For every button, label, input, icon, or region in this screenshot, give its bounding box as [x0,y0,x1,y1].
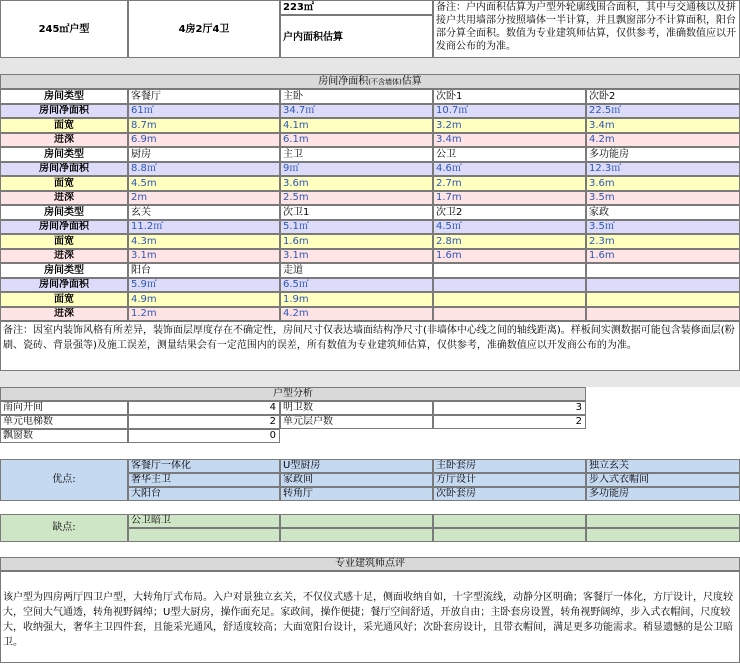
room-area-cell[interactable]: 3.5㎡ [586,220,740,234]
room-type-cell[interactable]: 主卧 [280,89,433,104]
unit-type[interactable]: 245㎡户型 [0,0,128,58]
pro-item[interactable]: 奢华主卫 [128,473,280,487]
room-area-cell[interactable]: 10.7㎡ [433,104,586,118]
room-type-cell[interactable]: 玄关 [128,205,280,220]
room-depth-cell[interactable]: 1.6m [433,249,586,263]
room-depth-cell[interactable]: 6.1m [280,133,433,147]
analysis-label[interactable]: 南向开间 [0,401,128,415]
room-type-cell[interactable]: 次卫2 [433,205,586,220]
sheet-gap [0,58,740,74]
room-width-cell[interactable]: 4.5m [128,176,280,191]
row-label-depth[interactable]: 进深 [0,191,128,205]
row-label-depth[interactable]: 进深 [0,307,128,321]
pro-item[interactable]: 客餐厅一体化 [128,459,280,473]
room-type-cell[interactable]: 家政 [586,205,740,220]
room-width-cell[interactable]: 1.9m [280,292,433,307]
pro-item[interactable]: 多功能房 [586,487,740,501]
room-width-cell[interactable]: 1.6m [280,234,433,249]
room-width-cell[interactable]: 2.3m [586,234,740,249]
room-area-cell[interactable]: 4.6㎡ [433,162,586,176]
room-depth-cell[interactable]: 3.4m [433,133,586,147]
pro-item[interactable]: 方厅设计 [433,473,586,487]
row-label-width[interactable]: 面宽 [0,234,128,249]
analysis-value[interactable]: 0 [128,429,280,443]
room-type-cell[interactable] [586,263,740,278]
row-label-area[interactable]: 房间净面积 [0,220,128,234]
row-label-depth[interactable]: 进深 [0,249,128,263]
rooms-title[interactable] [0,74,740,89]
room-area-cell[interactable]: 61㎡ [128,104,280,118]
room-width-cell[interactable]: 3.2m [433,118,586,133]
row-label-type[interactable]: 房间类型 [0,263,128,278]
analysis-label[interactable]: 飘窗数 [0,429,128,443]
pro-item[interactable]: 主卧套房 [433,459,586,473]
pro-item[interactable]: U型厨房 [280,459,433,473]
row-label-width[interactable]: 面宽 [0,118,128,133]
review-text[interactable]: 该户型为四房两厅四卫户型，大转角厅式布局。入户对景独立玄关，不仅仪式感十足，侧面收纳自如，十字型流线，动静分区明确；客餐厅一体化，方厅设计，尺度较大，空间大气通透，转角视野阔绰；U型大厨房，操作面充足。家政间，操作便捷；餐厅空间舒适，开放自由；主卧套房设置，转角视野阔绰，步入式衣帽间，尺度较大，收纳强大，奢华主卫四件套，且能采光通风，舒适度较高；大面宽阳台设计，采光通风好；次卧套房设计，且带衣帽间，满足更多功能需求。稍显遗憾的是公卫暗卫。 [0,571,740,663]
pro-item[interactable]: 大阳台 [128,487,280,501]
room-type-cell[interactable]: 客餐厅 [128,89,280,104]
row-label-area[interactable]: 房间净面积 [0,104,128,118]
room-area-cell[interactable]: 12.3㎡ [586,162,740,176]
room-width-cell[interactable]: 3.6m [586,176,740,191]
room-width-cell[interactable]: 2.8m [433,234,586,249]
room-depth-cell[interactable] [586,307,740,321]
room-width-cell[interactable] [586,292,740,307]
room-area-cell[interactable]: 22.5㎡ [586,104,740,118]
rooms-title-small: (不含墙体) [368,78,402,86]
area-label[interactable]: 户内面积估算 [280,15,433,58]
room-width-cell[interactable]: 4.1m [280,118,433,133]
room-depth-cell[interactable]: 1.6m [586,249,740,263]
room-depth-cell[interactable]: 2.5m [280,191,433,205]
pro-item[interactable]: 家政间 [280,473,433,487]
con-item[interactable]: 公卫暗卫 [128,514,280,528]
row-label-type[interactable]: 房间类型 [0,89,128,104]
analysis-value[interactable]: 3 [433,401,586,415]
room-type-cell[interactable]: 公卫 [433,147,586,162]
row-label-area[interactable]: 房间净面积 [0,278,128,292]
room-area-cell[interactable]: 6.5㎡ [280,278,433,292]
analysis-title[interactable]: 户型分析 [0,387,586,401]
room-width-cell[interactable]: 2.7m [433,176,586,191]
pro-item[interactable]: 次卧套房 [433,487,586,501]
room-depth-cell[interactable]: 3.1m [280,249,433,263]
con-item-empty[interactable] [128,528,280,542]
row-label-width[interactable]: 面宽 [0,292,128,307]
room-area-cell[interactable]: 11.2㎡ [128,220,280,234]
area-value[interactable]: 223㎡ [280,0,433,15]
room-area-cell[interactable]: 8.8㎡ [128,162,280,176]
room-type-cell[interactable]: 阳台 [128,263,280,278]
room-area-cell[interactable]: 5.9㎡ [128,278,280,292]
analysis-value[interactable]: 4 [128,401,280,415]
room-type-cell[interactable]: 次卫1 [280,205,433,220]
pros-label[interactable]: 优点: [0,459,128,501]
room-depth-cell[interactable]: 3.1m [128,249,280,263]
rooms-title-main: 房间净面积 [318,76,369,87]
con-item[interactable] [586,514,740,528]
room-type-cell[interactable]: 次卧1 [433,89,586,104]
pro-item[interactable]: 转角厅 [280,487,433,501]
pro-item[interactable]: 步入式衣帽间 [586,473,740,487]
room-area-cell[interactable]: 4.5㎡ [433,220,586,234]
analysis-value[interactable]: 2 [433,415,586,429]
room-width-cell[interactable]: 3.4m [586,118,740,133]
header-note[interactable]: 备注：户内面积估算为户型外轮廓线围合面积，其中与交通核以及拼接户共用墙部分按照墙体一半计算，并且飘窗部分不计算面积，阳台部分算全面积。数值为专业建筑师估算，仅供参考，准确数值应以开发商公布的为准。 [433,0,740,58]
row-label-type[interactable]: 房间类型 [0,205,128,220]
room-depth-cell[interactable]: 6.9m [128,133,280,147]
room-width-cell[interactable]: 4.3m [128,234,280,249]
row-label-width[interactable]: 面宽 [0,176,128,191]
rooms-title-end: 估算 [401,76,422,87]
room-type-cell[interactable]: 主卫 [280,147,433,162]
room-width-cell[interactable]: 4.9m [128,292,280,307]
room-depth-cell[interactable]: 1.2m [128,307,280,321]
review-title[interactable]: 专业建筑师点评 [0,557,740,571]
room-depth-cell[interactable]: 1.7m [433,191,586,205]
room-depth-cell[interactable]: 4.2m [586,133,740,147]
room-type-cell[interactable] [433,263,586,278]
room-type-cell[interactable]: 次卧2 [586,89,740,104]
con-item[interactable] [280,514,433,528]
room-depth-cell[interactable] [433,307,586,321]
analysis-label[interactable]: 单元电梯数 [0,415,128,429]
room-depth-cell[interactable]: 2m [128,191,280,205]
rooms-note[interactable]: 备注：因室内装饰风格有所差异，装饰面层厚度存在不确定性，房间尺寸仅表达墙面结构净尺寸(非墙体中心线之间的轴线距离)。样板间实测数据可能包含装修面层(粉刷、瓷砖、背景强等)及施工误差，测量结果会有一定范围内的误差，所有数值为专业建筑师估算，仅供参考，准确数值应以开发商公布的为准。 [0,321,740,371]
room-width-cell[interactable]: 8.7m [128,118,280,133]
room-type-cell[interactable]: 多功能房 [586,147,740,162]
room-area-cell[interactable]: 34.7㎡ [280,104,433,118]
room-area-cell[interactable] [586,278,740,292]
room-width-cell[interactable]: 3.6m [280,176,433,191]
room-depth-cell[interactable]: 4.2m [280,307,433,321]
con-item-empty[interactable] [586,528,740,542]
room-area-cell[interactable]: 9㎡ [280,162,433,176]
con-item-empty[interactable] [280,528,433,542]
con-item[interactable] [433,514,586,528]
room-width-cell[interactable] [433,292,586,307]
analysis-label[interactable]: 单元层户数 [280,415,433,429]
row-label-area[interactable]: 房间净面积 [0,162,128,176]
room-area-cell[interactable] [433,278,586,292]
analysis-value[interactable]: 2 [128,415,280,429]
pro-item[interactable]: 独立玄关 [586,459,740,473]
room-type-cell[interactable]: 厨房 [128,147,280,162]
room-area-cell[interactable]: 5.1㎡ [280,220,433,234]
room-type-cell[interactable]: 走道 [280,263,433,278]
analysis-label[interactable]: 明卫数 [280,401,433,415]
con-item-empty[interactable] [433,528,586,542]
sheet-gap [0,371,740,387]
row-label-depth[interactable]: 进深 [0,133,128,147]
layout[interactable]: 4房2厅4卫 [128,0,280,58]
cons-label[interactable]: 缺点: [0,514,128,542]
row-label-type[interactable]: 房间类型 [0,147,128,162]
room-depth-cell[interactable]: 3.5m [586,191,740,205]
